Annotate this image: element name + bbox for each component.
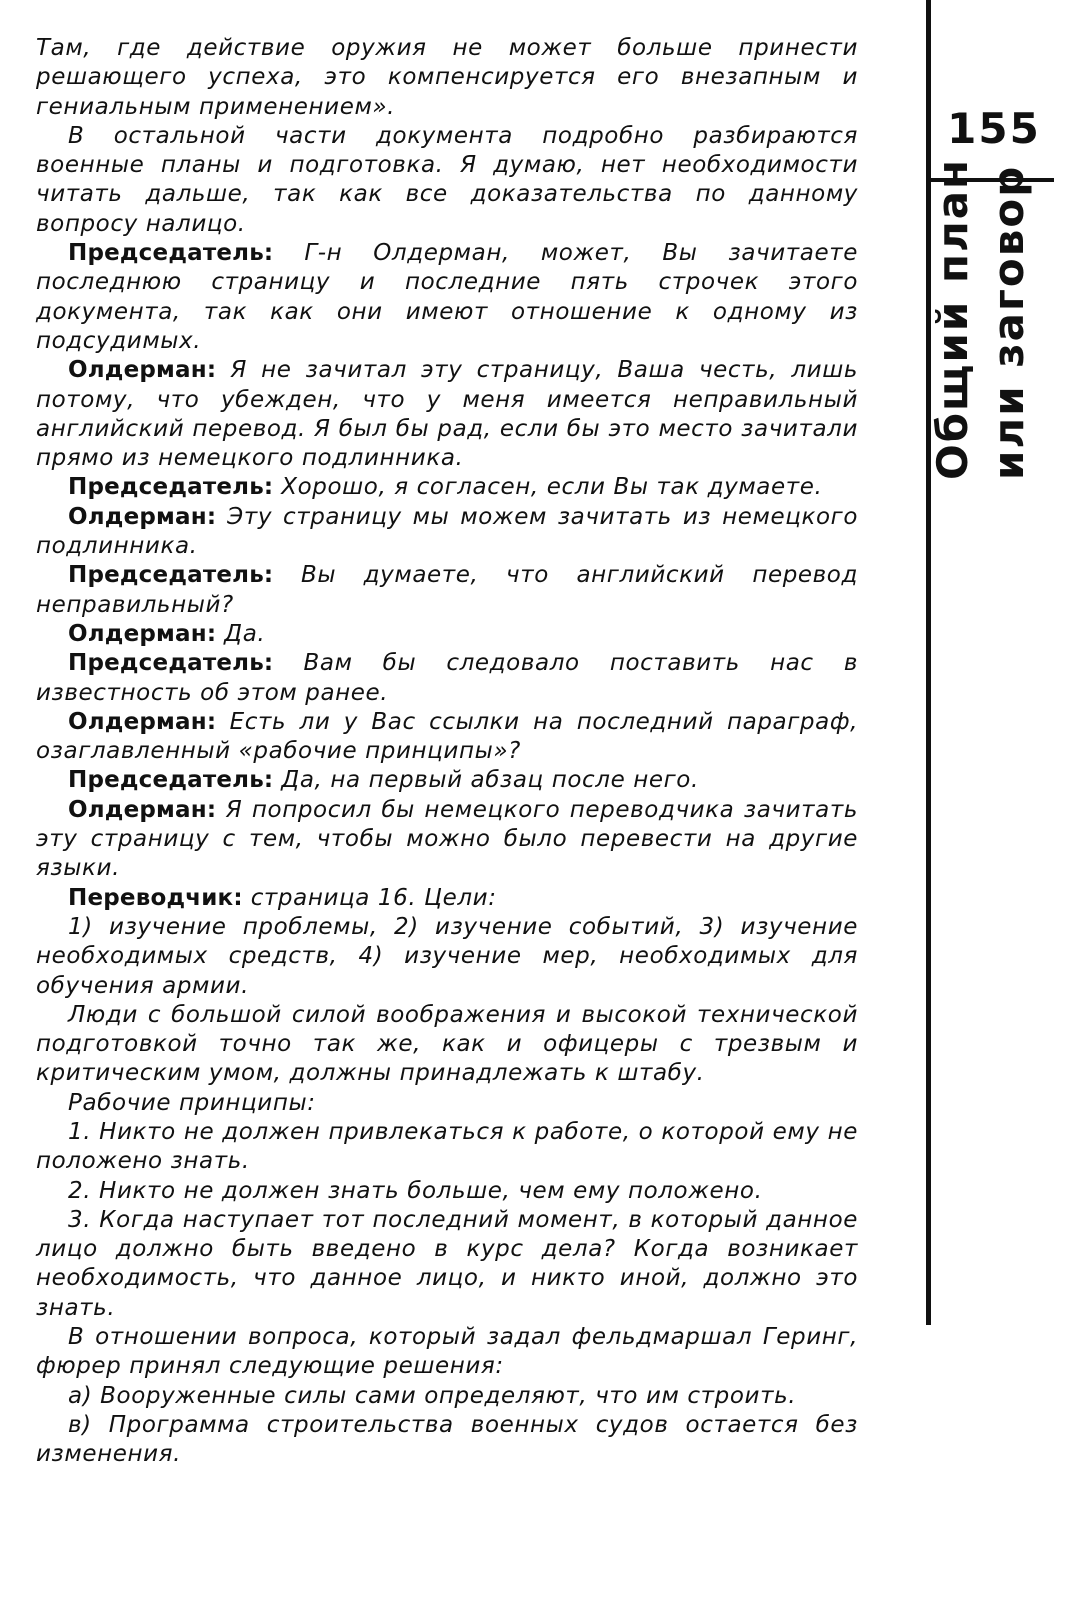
paragraph-text: Вам бы следовало поставить нас в известность об этом ранее.	[36, 650, 858, 706]
paragraph	[36, 649, 858, 708]
paragraph-text: Да.	[224, 620, 266, 647]
speaker-label: Олдерман:	[68, 708, 217, 735]
paragraph-text: Да, на первый абзац после него.	[281, 767, 699, 794]
speaker-label: Олдерман:	[68, 620, 217, 647]
speaker-label: Председатель:	[68, 562, 274, 589]
paragraph	[36, 561, 858, 620]
page-number: 155	[947, 104, 1041, 153]
paragraph	[36, 122, 858, 239]
speaker-label: Председатель:	[68, 650, 274, 677]
body-text	[36, 34, 858, 1470]
paragraph	[36, 356, 858, 473]
running-title-line-2: или заговор	[984, 164, 1033, 480]
paragraph	[36, 1206, 858, 1323]
paragraph-text: Хорошо, я согласен, если Вы так думаете.	[281, 474, 823, 501]
paragraph-text: В остальной части документа подробно разбираются военные планы и подготовка. Я думаю, нет необходимости читать дальше, так как все доказательства по данному вопросу налицо.	[36, 122, 858, 237]
paragraph	[36, 34, 858, 122]
paragraph	[36, 473, 858, 502]
paragraph-text: Вы думаете, что английский перевод неправильный?	[36, 562, 858, 618]
speaker-label: Олдерман:	[68, 796, 217, 823]
speaker-label: Председатель:	[68, 474, 274, 501]
speaker-label: Председатель:	[68, 767, 274, 794]
paragraph-text: 3. Когда наступает тот последний момент, в который данное лицо должно быть введено в курс дела? Когда возникает необходимость, что данное лицо, и никто иной, должно это знать.	[36, 1206, 858, 1321]
paragraph-text: Эту страницу мы можем зачитать из немецкого подлинника.	[36, 503, 858, 560]
paragraph	[36, 503, 858, 562]
paragraph-text: Рабочие принципы:	[68, 1089, 316, 1116]
paragraph-text: а) Вооруженные силы сами определяют, что им строить.	[68, 1382, 797, 1409]
running-title-line-1: Общий план	[928, 157, 977, 480]
paragraph-text: Я попросил бы немецкого переводчика зачитать эту страницу с тем, чтобы можно было перевести на другие языки.	[36, 796, 858, 882]
paragraph-text: Есть ли у Вас ссылки на последний параграф, озаглавленный «рабочие принципы»?	[36, 708, 858, 765]
paragraph	[36, 1411, 858, 1470]
paragraph-text: 1. Никто не должен привлекаться к работе, о которой ему не положено знать.	[36, 1118, 858, 1175]
paragraph	[36, 884, 858, 913]
paragraph	[36, 913, 858, 1001]
paragraph	[36, 1177, 858, 1206]
paragraph-text: Люди с большой силой воображения и высокой технической подготовкой точно так же, как и офицеры с трезвым и критическим умом, должны принадлежать к штабу.	[36, 1001, 858, 1087]
speaker-label: Олдерман:	[68, 357, 217, 384]
paragraph	[36, 620, 858, 649]
paragraph	[36, 1001, 858, 1089]
paragraph	[36, 766, 858, 795]
paragraph	[36, 796, 858, 884]
paragraph	[36, 1323, 858, 1382]
paragraph	[36, 239, 858, 356]
paragraph-text: Г-н Олдерман, может, Вы зачитаете последнюю страницу и последние пять строчек этого документа, так как они имеют отношение к одному из подсудимых.	[36, 240, 858, 354]
paragraph	[36, 708, 858, 767]
paragraph	[36, 1089, 858, 1118]
paragraph	[36, 1382, 858, 1411]
paragraph-text: Там, где действие оружия не может больше принести решающего успеха, это компенсируется его внезапным и гениальным применением».	[36, 35, 858, 120]
speaker-label: Председатель:	[68, 240, 274, 267]
paragraph	[36, 1118, 858, 1177]
speaker-label: Переводчик:	[68, 884, 243, 911]
paragraph-text: 2. Никто не должен знать больше, чем ему положено.	[68, 1177, 763, 1204]
paragraph-text: 1) изучение проблемы, 2) изучение событий, 3) изучение необходимых средств, 4) изучение мер, необходимых для обучения армии.	[36, 913, 858, 999]
paragraph-text: в) Программа строительства военных судов остается без изменения.	[36, 1411, 858, 1468]
paragraph-text: Я не зачитал эту страницу, Ваша честь, лишь потому, что убежден, что у меня имеется неправильный английский перевод. Я был бы рад, если бы это место зачитали прямо из немецкого подлинника.	[36, 357, 858, 472]
speaker-label: Олдерман:	[68, 503, 217, 530]
paragraph-text: В отношении вопроса, который задал фельдмаршал Геринг, фюрер принял следующие решения:	[36, 1324, 858, 1380]
paragraph-text: страница 16. Цели:	[250, 884, 497, 911]
